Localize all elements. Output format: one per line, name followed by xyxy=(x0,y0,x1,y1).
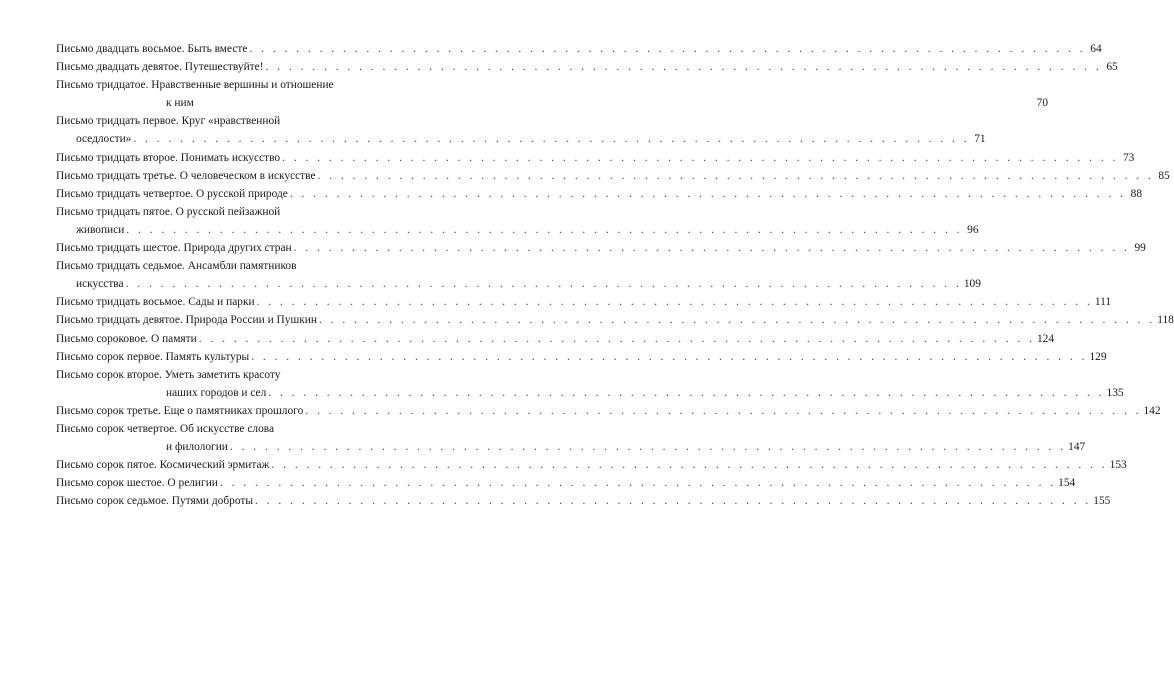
toc-entry xyxy=(56,474,1076,492)
toc-entry-page: 85 xyxy=(1158,169,1170,182)
toc-entry-title: Письмо сорок второе. Уметь заметить красоту xyxy=(56,368,281,381)
dot-leader xyxy=(249,348,1089,366)
toc-entry xyxy=(56,239,1146,257)
dot-leader xyxy=(247,40,1087,58)
toc-entry-page: 155 xyxy=(1093,495,1111,508)
toc-entry xyxy=(56,40,1102,58)
toc-entry-page: 96 xyxy=(967,223,979,236)
toc-entry xyxy=(56,293,1112,311)
toc-entry-title: Письмо тридцать седьмое. Ансамбли памятников xyxy=(56,260,297,273)
toc-entry-title-cont: и филологии xyxy=(166,441,228,454)
dot-leader xyxy=(255,293,1095,311)
dot-leader xyxy=(303,402,1143,420)
dot-leader xyxy=(292,239,1132,257)
toc-entry-page: 73 xyxy=(1122,151,1135,164)
toc-entry-title: Письмо тридцать второе. Понимать искусство xyxy=(56,151,281,164)
toc-entry-title: Письмо сорок первое. Память культуры xyxy=(56,350,250,363)
dot-leader xyxy=(218,474,1058,492)
toc-entry xyxy=(56,348,1107,366)
dot-leader xyxy=(124,275,964,293)
toc-entry-page: 70 xyxy=(1036,97,1049,110)
dot-leader xyxy=(264,58,1104,76)
toc-entry-title: Письмо тридцать восьмое. Сады и парки xyxy=(56,296,255,309)
toc-entry xyxy=(56,366,1124,402)
toc-entry-title-cont: наших городов и сел xyxy=(166,386,267,399)
toc-entry xyxy=(56,330,1055,348)
dot-leader xyxy=(316,167,1156,185)
toc-entry-title-cont: к ним xyxy=(166,97,194,110)
toc-entry-title: Письмо тридцать четвертое. О русской природе xyxy=(56,187,288,200)
dot-leader xyxy=(288,185,1128,203)
dot-leader xyxy=(197,330,1037,348)
toc-entry-title: Письмо двадцать восьмое. Быть вместе xyxy=(56,43,248,55)
toc-entry-title: Письмо сорок пятое. Космический эрмитаж xyxy=(56,459,270,472)
toc-entry-title: Письмо тридцать шестое. Природа других стран xyxy=(56,242,292,255)
toc-entry xyxy=(56,203,979,239)
toc-entry-title: Письмо сорок третье. Еще о памятниках прошлого xyxy=(56,404,304,417)
toc-entry-page: 153 xyxy=(1109,459,1127,472)
toc-entry-page: 99 xyxy=(1134,242,1146,255)
dot-leader xyxy=(131,130,971,148)
toc-entry-title: Письмо тридцать третье. О человеческом в искусстве xyxy=(56,169,316,182)
dot-leader xyxy=(124,221,964,239)
toc-entry-page: 65 xyxy=(1106,61,1118,74)
toc-entry xyxy=(56,76,1049,112)
toc-entry-page: 154 xyxy=(1058,477,1076,490)
toc-entry-page: 129 xyxy=(1089,350,1107,363)
dot-leader xyxy=(228,438,1068,456)
toc-entry-title: Письмо тридцать пятое. О русской пейзажной xyxy=(56,205,281,218)
toc-entry-title: Письмо тридцать первое. Круг «нравственной xyxy=(56,115,281,128)
dot-leader xyxy=(280,149,1120,167)
toc-entry xyxy=(56,492,1111,510)
toc-entry-page: 88 xyxy=(1130,187,1143,200)
toc-entry xyxy=(56,167,1170,185)
toc-entry-title: Письмо сорок четвертое. Об искусстве слова xyxy=(56,422,275,435)
toc-entry xyxy=(56,420,1086,456)
toc-entry-title: Письмо сорок шестое. О религии xyxy=(56,477,218,490)
toc-entry-page: 118 xyxy=(1157,314,1174,327)
toc-entry-title-cont: искусства xyxy=(76,278,124,291)
toc-entry xyxy=(56,58,1118,76)
dot-leader xyxy=(253,492,1093,510)
toc-entry-title: Письмо тридцатое. Нравственные вершины и отношение xyxy=(56,79,334,92)
toc-entry xyxy=(56,112,986,148)
toc-entry xyxy=(56,257,981,293)
toc-entry xyxy=(56,402,1161,420)
toc-entry-page: 111 xyxy=(1094,296,1112,309)
toc-entry xyxy=(56,149,1135,167)
toc-entry-page: 147 xyxy=(1068,441,1086,454)
dot-leader xyxy=(269,456,1109,474)
table-of-contents xyxy=(56,40,1174,510)
toc-entry-title-cont: живописи xyxy=(76,223,125,236)
toc-entry-page: 124 xyxy=(1036,332,1055,345)
toc-entry-page: 64 xyxy=(1090,43,1102,55)
toc-entry xyxy=(56,311,1174,329)
toc-entry-page: 71 xyxy=(974,133,986,146)
toc-entry-page: 135 xyxy=(1106,386,1124,399)
toc-entry-title: Письмо тридцать девятое. Природа России и Пушкин xyxy=(56,314,317,327)
toc-entry-page: 142 xyxy=(1143,404,1161,417)
toc-entry-title: Письмо двадцать девятое. Путешествуйте! xyxy=(56,61,264,74)
toc-entry-page: 109 xyxy=(963,278,981,291)
toc-entry xyxy=(56,185,1143,203)
toc-entry-title-cont: оседлости» xyxy=(76,133,132,146)
toc-entry xyxy=(56,456,1127,474)
dot-leader xyxy=(266,384,1106,402)
dot-leader xyxy=(317,311,1157,329)
toc-entry-title: Письмо сорок седьмое. Путями доброты xyxy=(56,495,254,508)
toc-entry-title: Письмо сороковое. О памяти xyxy=(56,332,197,345)
